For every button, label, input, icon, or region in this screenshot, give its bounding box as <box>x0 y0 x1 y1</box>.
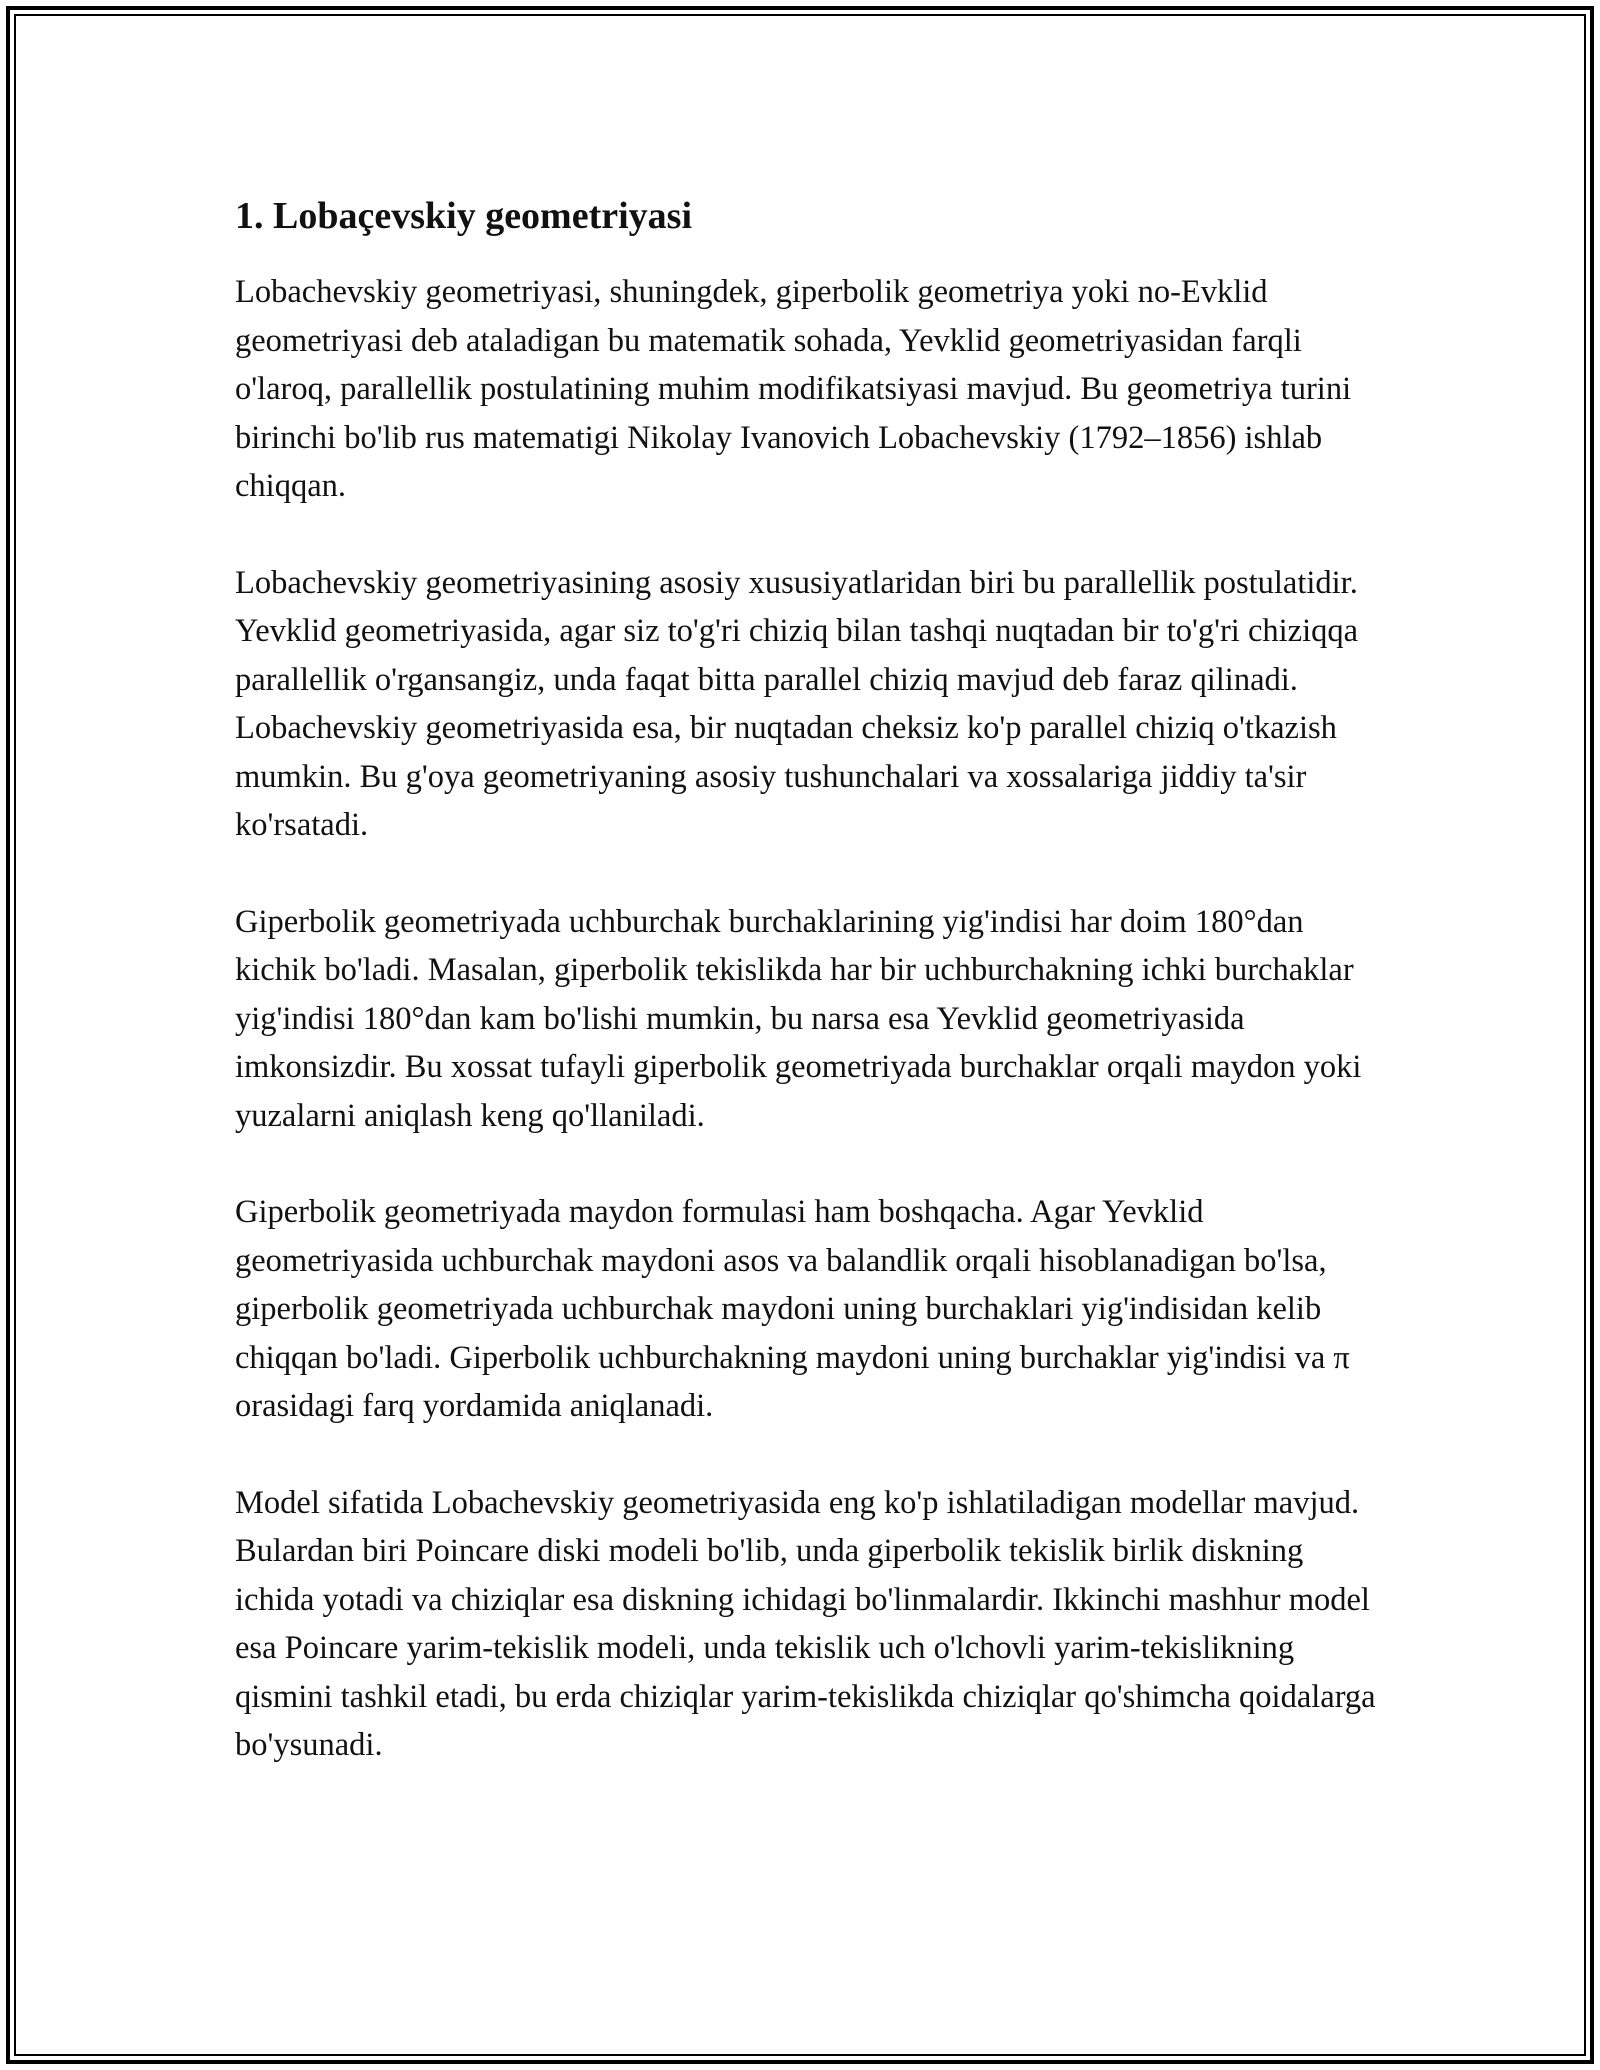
paragraph-models: Model sifatida Lobachevskiy geometriyasida eng ko'p ishlatiladigan modellar mavjud. Bulardan biri Poincare diski modeli bo'lib, unda giperbolik tekislik birlik diskning ichida yotadi va chiziqlar esa diskning ichidagi bo'linmalardir. Ikkinchi mashhur model esa Poincare yarim-tekislik modeli, unda tekislik uch o'lchovli yarim-tekislikning qismini tashkil etadi, bu erda chiziqlar yarim-tekislikda chiziqlar qo'shimcha qoidalarga bo'ysunadi. <box>235 1484 1376 1763</box>
paragraph-area-formula: Giperbolik geometriyada maydon formulasi ham boshqacha. Agar Yevklid geometriyasida uchburchak maydoni asos va balandlik orqali hisoblanadigan bo'lsa, giperbolik geometriyada uchburchak maydoni uning burchaklari yig'indisidan kelib chiqqan bo'ladi. Giperbolik uchburchakning maydoni uning burchaklar yig'indisi va π orasidagi farq yordamida aniqlanadi. <box>235 1194 1350 1424</box>
document-body <box>235 188 1385 1818</box>
paragraph-triangle-angles: Giperbolik geometriyada uchburchak burchaklarining yig'indisi har doim 180°dan kichik bo'ladi. Masalan, giperbolik tekislikda har bir uchburchakning ichki burchaklar yig'indisi 180°dan kam bo'lishi mumkin, bu narsa esa Yevklid geometriyasida imkonsizdir. Bu xossat tufayli giperbolik geometriyada burchaklar orqali maydon yoki yuzalarni aniqlash keng qo'llaniladi. <box>235 903 1362 1134</box>
paragraph-parallel-postulate: Lobachevskiy geometriyasining asosiy xususiyatlaridan biri bu parallellik postulatidir. Yevklid geometriyasida, agar siz to'g'ri chiziq bilan tashqi nuqtadan bir to'g'ri chiziqqa parallellik o'rgansangiz, unda faqat bitta parallel chiziq mavjud deb faraz qilinadi. Lobachevskiy geometriyasida esa, bir nuqtadan cheksiz ko'p parallel chiziq o'tkazish mumkin. Bu g'oya geometriyaning asosiy tushunchalari va xossalariga jiddiy ta'sir ko'rsatadi. <box>235 564 1359 843</box>
paragraph-intro: Lobachevskiy geometriyasi, shuningdek, giperbolik geometriya yoki no-Evklid geometriyasi deb ataladigan bu matematik sohada, Yevklid geometriyasidan farqli o'laroq, parallellik postulatining muhim modifikatsiyasi mavjud. Bu geometriya turini birinchi bo'lib rus matematigi Nikolay Ivanovich Lobachevskiy (1792–1856) ishlab chiqqan. <box>235 274 1352 504</box>
document-title: 1. Lobaçevskiy geometriyasi <box>235 195 693 237</box>
